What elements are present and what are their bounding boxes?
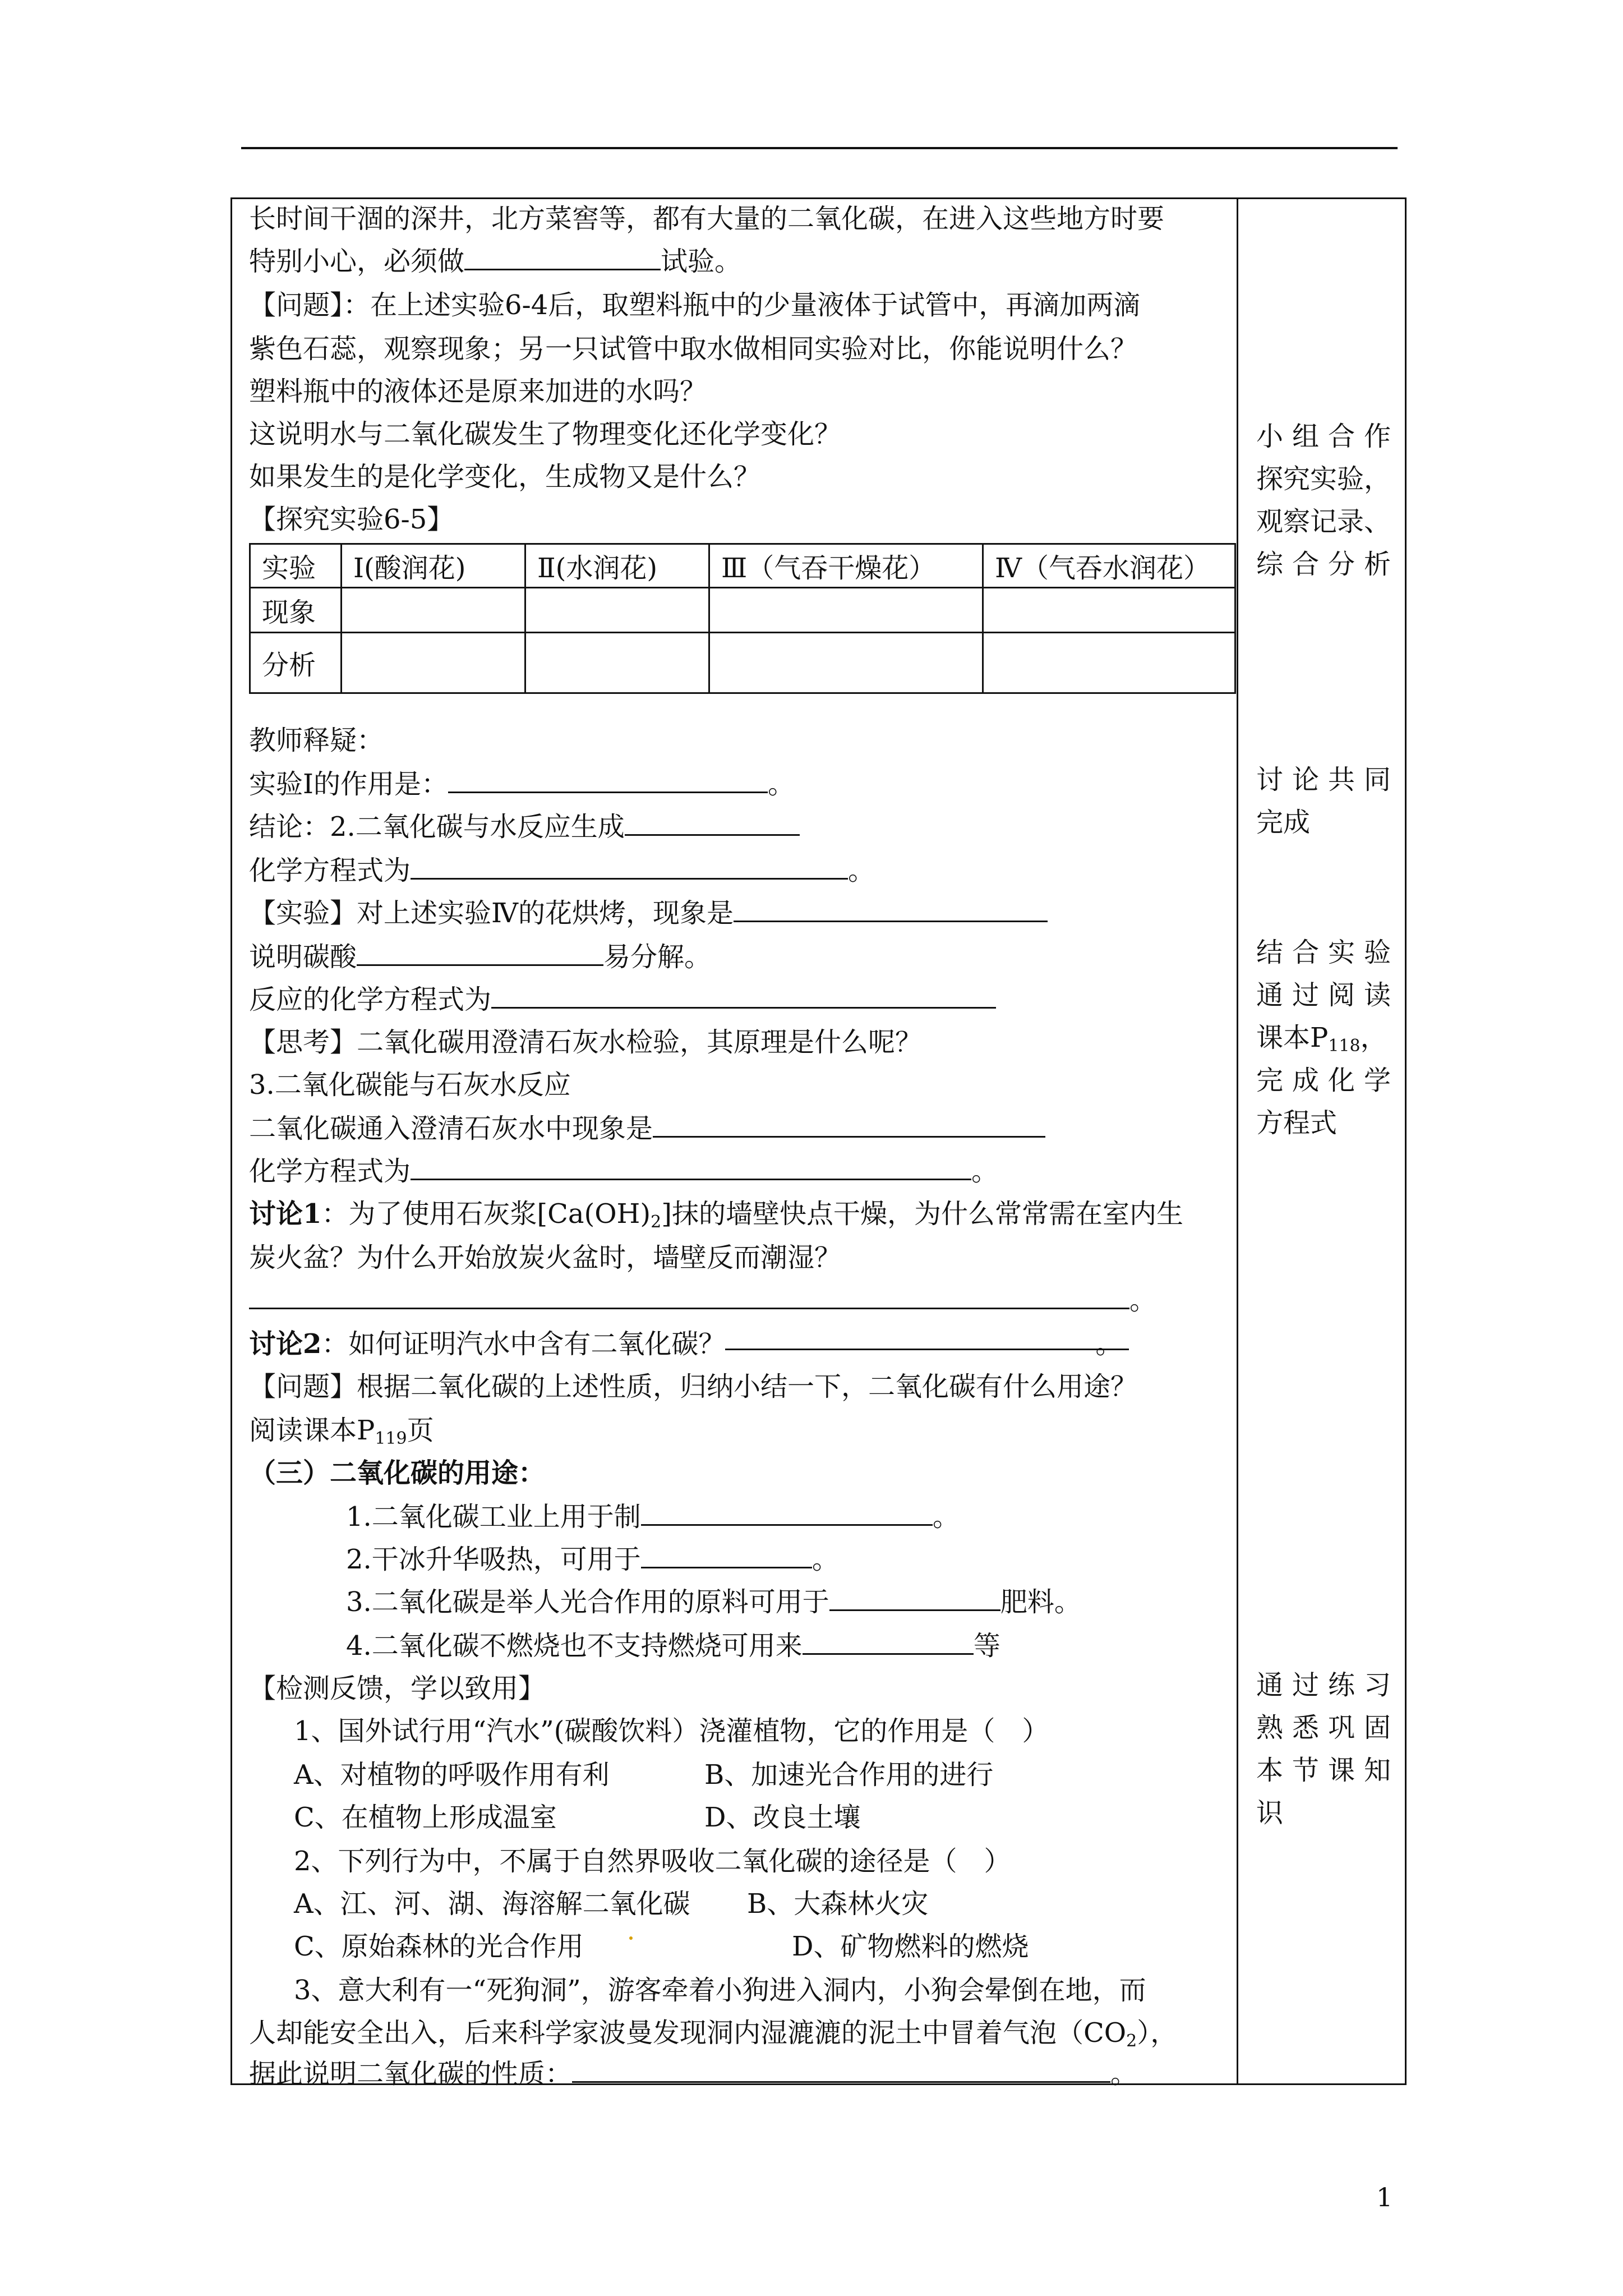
table-cell: Ⅳ（气吞水润花） — [983, 544, 1235, 588]
option-a[interactable]: A、江、河、湖、海溶解二氧化碳 — [294, 1888, 690, 1920]
text: 课本P — [1256, 1022, 1329, 1053]
side-note-line: 通过阅读 — [1256, 979, 1391, 1011]
stray-mark — [629, 1936, 633, 1940]
subscript: 119 — [375, 1429, 407, 1448]
text: 【实验】对上述实验Ⅳ的花烘烤，现象是 — [249, 898, 734, 929]
option-line — [294, 1883, 1281, 1925]
question-item: 3、意大利有一“死狗洞”，游客牵着小狗进入洞内，小狗会晕倒在地，而 — [294, 1975, 1146, 2006]
table-row — [250, 588, 1235, 633]
text-line — [249, 240, 1236, 283]
answer-blank[interactable] — [249, 1282, 1129, 1309]
answer-blank[interactable] — [803, 1627, 974, 1655]
answer-blank[interactable] — [491, 981, 996, 1009]
side-note — [1256, 415, 1391, 586]
table-cell[interactable] — [342, 588, 525, 633]
table-cell[interactable] — [709, 633, 983, 693]
table-cell[interactable] — [983, 633, 1235, 693]
side-note — [1256, 758, 1391, 844]
text: 。 — [848, 855, 875, 886]
text-line — [346, 1625, 1333, 1667]
experiment-table — [249, 543, 1236, 694]
text: 易分解。 — [603, 941, 712, 973]
table-cell: Ⅰ(酸润花) — [342, 544, 525, 588]
option-a[interactable]: A、对植物的呼吸作用有利 — [294, 1759, 610, 1791]
table-cell: 现象 — [250, 588, 342, 633]
text: 。 — [811, 1544, 839, 1575]
answer-blank[interactable] — [725, 1323, 1129, 1360]
side-note-line: 完成 — [1256, 807, 1311, 838]
text-line — [249, 1150, 1236, 1193]
text: 化学方程式为 — [249, 1156, 411, 1187]
text: 等 — [973, 1630, 1000, 1662]
side-note — [1256, 1664, 1391, 1834]
answer-blank[interactable] — [448, 766, 768, 793]
text: ：为了使用石灰浆[Ca(OH) — [321, 1198, 651, 1230]
text-line — [249, 1409, 1236, 1452]
option-b[interactable]: B、大森林火灾 — [747, 1888, 929, 1920]
text: 。 — [1110, 2058, 1138, 2090]
text-line — [249, 806, 1236, 848]
table-cell[interactable] — [342, 633, 525, 693]
subscript: 118 — [1328, 1036, 1361, 1056]
text-line — [249, 978, 1236, 1021]
text: ]抹的墙壁快点干燥，为什么常常需在室内生 — [661, 1198, 1183, 1230]
option-line — [294, 1754, 1281, 1796]
text: 3.二氧化碳是举人光合作用的原料可用于 — [346, 1586, 829, 1618]
text-line: 紫色石蕊，观察现象；另一只试管中取水做相同实验对比，你能说明什么？ — [249, 333, 1138, 365]
section-heading: 【检测反馈，学以致用】 — [249, 1673, 546, 1704]
option-line — [294, 1925, 1281, 1968]
table-header-row — [250, 544, 1235, 588]
option-d[interactable]: D、矿物燃料的燃烧 — [792, 1931, 1029, 1962]
text: 实验Ⅰ的作用是： — [249, 769, 448, 800]
text: 肥料。 — [1000, 1586, 1081, 1618]
text: 说明碳酸 — [249, 941, 357, 973]
answer-blank[interactable] — [625, 808, 800, 836]
text-line — [249, 2012, 1236, 2054]
table-cell[interactable] — [709, 588, 983, 633]
text: 1.二氧化碳工业上用于制 — [346, 1501, 641, 1533]
text-line — [346, 1538, 1333, 1581]
text: 。 — [767, 769, 795, 800]
question-line: 【问题】根据二氧化碳的上述性质，归纳小结一下，二氧化碳有什么用途？ — [249, 1371, 1138, 1402]
answer-blank[interactable] — [411, 1153, 971, 1180]
question-item: 1、国外试行用“汽水”(碳酸饮料）浇灌植物，它的作用是（ ） — [294, 1715, 1049, 1747]
text-line: 长时间干涸的深井，北方菜窖等，都有大量的二氧化碳，在进入这些地方时要 — [249, 203, 1165, 234]
side-note-line: 讨论共同 — [1256, 764, 1391, 795]
page-number: 1 — [1376, 2182, 1393, 2212]
text: 二氧化碳通入澄清石灰水中现象是 — [249, 1113, 653, 1144]
side-note-line: 结合实验 — [1256, 937, 1391, 968]
text-line — [249, 849, 1236, 892]
text: 化学方程式为 — [249, 855, 411, 886]
side-note — [1256, 931, 1391, 1144]
option-b[interactable]: B、加速光合作用的进行 — [704, 1759, 994, 1791]
discussion-line — [249, 1323, 1236, 1365]
text: 页 — [407, 1415, 434, 1446]
side-note-line: 识 — [1256, 1797, 1284, 1829]
answer-blank[interactable] — [357, 938, 603, 966]
table-row — [250, 633, 1235, 693]
question-item: 2、下列行为中，不属于自然界吸收二氧化碳的途径是（ ） — [294, 1846, 1011, 1877]
side-note-line: 探究实验， — [1256, 463, 1391, 495]
option-c[interactable]: C、原始森林的光合作用 — [294, 1931, 584, 1962]
text-line: 3.二氧化碳能与石灰水反应 — [249, 1069, 571, 1101]
table-cell[interactable] — [983, 588, 1235, 633]
text: 。 — [1129, 1285, 1157, 1316]
option-d[interactable]: D、改良土壤 — [704, 1802, 861, 1833]
side-note-line: 本节课知 — [1256, 1755, 1391, 1786]
subscript: 2 — [1126, 2031, 1137, 2051]
text: 4.二氧化碳不燃烧也不支持燃烧可用来 — [346, 1630, 803, 1662]
side-note-line: 观察记录、 — [1256, 506, 1391, 537]
text-line — [249, 1107, 1236, 1150]
text: 特别小心，必须做 — [249, 246, 465, 277]
table-cell[interactable] — [525, 633, 709, 693]
text: 结论：2.二氧化碳与水反应生成 — [249, 811, 625, 843]
text: 反应的化学方程式为 — [249, 984, 492, 1015]
side-note-line: 综合分析 — [1256, 549, 1391, 580]
text: ：如何证明汽水中含有二氧化碳？ — [321, 1328, 726, 1360]
table-cell: Ⅲ（气吞干燥花） — [709, 544, 983, 588]
text-line: 塑料瓶中的液体还是原来加进的水吗？ — [249, 376, 707, 407]
text: 人却能安全出入，后来科学家波曼发现洞内湿漉漉的泥土中冒着气泡（CO — [249, 2017, 1127, 2049]
subscript: 2 — [651, 1212, 662, 1232]
text: 据此说明二氧化碳的性质： — [249, 2058, 573, 2090]
side-note-line: 方程式 — [1256, 1107, 1338, 1139]
text: 。 — [971, 1156, 999, 1187]
text-line: 【思考】二氧化碳用澄清石灰水检验，其原理是什么呢？ — [249, 1027, 923, 1058]
table-cell[interactable] — [525, 588, 709, 633]
heading-text: （三）二氧化碳的用途： — [249, 1457, 546, 1489]
text: 。 — [1095, 1328, 1123, 1360]
header-rule — [241, 147, 1398, 149]
answer-blank[interactable] — [641, 1498, 933, 1526]
answer-blank[interactable] — [641, 1541, 812, 1568]
text: ， — [1360, 1022, 1387, 1053]
answer-blank[interactable] — [572, 2055, 1110, 2083]
side-note-line — [1256, 1016, 1391, 1059]
table-cell: Ⅱ(水润花) — [525, 544, 709, 588]
side-note-line: 小组合作 — [1256, 421, 1391, 452]
text-line — [249, 1279, 1236, 1322]
option-c[interactable]: C、在植物上形成温室 — [294, 1802, 557, 1833]
discussion-line — [249, 1193, 1236, 1235]
section-heading: 【探究实验6-5】 — [249, 504, 454, 535]
answer-blank[interactable] — [734, 895, 1048, 922]
side-note-line: 通过练习 — [1256, 1669, 1391, 1701]
discussion-label: 讨论1 — [249, 1198, 322, 1230]
text-line — [249, 2055, 1236, 2090]
answer-blank[interactable] — [411, 852, 848, 880]
side-note-line: 完成化学 — [1256, 1065, 1391, 1096]
text: 阅读课本P — [249, 1415, 375, 1446]
text: ）， — [1137, 2017, 1178, 2049]
section-heading — [249, 1452, 1236, 1494]
table-cell: 分析 — [250, 633, 342, 693]
text: 2.干冰升华吸热，可用于 — [346, 1544, 641, 1575]
text-line — [346, 1581, 1333, 1623]
text-line — [249, 763, 1236, 806]
text-line — [249, 936, 1236, 978]
side-note-line: 熟悉巩固 — [1256, 1712, 1391, 1743]
text-line: 这说明水与二氧化碳发生了物理变化还化学变化？ — [249, 418, 842, 450]
text-line: 如果发生的是化学变化，生成物又是什么？ — [249, 461, 761, 493]
table-cell: 实验 — [250, 544, 342, 588]
answer-blank[interactable] — [653, 1110, 1045, 1138]
text-line: 炭火盆？为什么开始放炭火盆时，墙壁反而潮湿？ — [249, 1242, 842, 1273]
text: 。 — [932, 1501, 960, 1533]
discussion-label: 讨论2 — [249, 1328, 322, 1360]
text: 试验。 — [661, 246, 742, 277]
text-line — [346, 1496, 1333, 1538]
answer-blank[interactable] — [464, 243, 661, 270]
option-line — [294, 1796, 1281, 1839]
text-line: 教师释疑： — [249, 725, 384, 756]
question-line: 【问题】：在上述实验6-4后，取塑料瓶中的少量液体于试管中，再滴加两滴 — [249, 289, 1141, 321]
answer-blank[interactable] — [829, 1584, 1000, 1611]
text-line — [249, 892, 1236, 935]
